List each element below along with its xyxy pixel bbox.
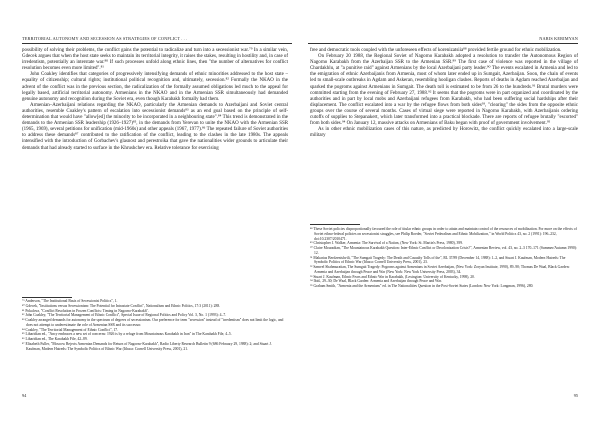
footnote-rule: [22, 297, 72, 298]
paragraph: Armenian–Azerbaijani relations regarding the NKAO, particularly the Armenian demands to Azerbaijani and Soviet central authorities, resemble Coakley's pattern of escalation into secessionist demands⁸³ as an end goal based on the principle of self-determination that would have "allow[ed] the minority to be incorporated in a neighbouring state".⁸⁴ This trend is demonstrated in the demands to the Armenian SSR leadership (1926–1927)⁸⁵, in the demands from Yerevan to unite the NKAO with the Armenian SSR (1965, 1969), several petitions for unification (mid-1960s) and other appeals (1967, 1977).⁸⁶ The repeated failure of Soviet authorities to address these demands⁸⁷ contributed to the ratification of the conflict, leading to the clashes in the late 1980s. The appeals intensified with the introduction of Gorbachev's glasnost and perestroika that gave the nationalities wider grounds to articulate their demands that had already started to surface in the Khrushchev era. Relative tolerance for exercising: [22, 102, 288, 151]
right-page: [300, 0, 600, 424]
paragraph: John Coakley identifies that categories of progressively intensifying demands of ethnic minorities addressed to the host state – equality of citizenship; cultural rights; institutional political recognition and, ultimately, secession.⁸² Formally the NKAO in the advent of the conflict was in the previous section, the radicalization of the formally assumed obligations led much to the appeal for legally based, artificial territorial autonomy. Armenians in the NKAO and in the Armenian SSR simultaneously had demanded genuine autonomy and recognition during the Soviet era, even though Karabakh formally had them.: [22, 72, 288, 102]
paragraph: As in other ethnic mobilization cases of this nature, as predicted by Horowitz, the conflict quickly escalated into a large-scale military: [310, 127, 578, 139]
body-text: [22, 48, 288, 152]
body-text: [310, 48, 578, 139]
page-number: 94: [22, 393, 27, 398]
running-head: NARIS KERIMYAN: [539, 36, 578, 41]
footnote: ⁸⁹ Christopher J. Walker, Armenia: The Survival of a Nation, (New York: St. Martin's Press, 1980), 399.: [310, 241, 464, 246]
footnote: ⁸⁷ Elizabeth Fuller, "Moscow Rejects Armenian Demands for Return of Nagorno-Karabakh", Radio Liberty Research Bulletin 9 (686 February 29, 1988): 2; and Stuart J. Kaufman, Modern Hatreds: The Symbolic Politics of Ethnic War (Ithaca: Cornell University Press, 2001), 21.: [22, 341, 272, 351]
footnote: ⁸⁰ Gdecek, "Institutions versus Secessionism: The Potential for Intrastate Conflict", Nationalism and Ethnic Politics, 17:3 (2011): 288.: [22, 303, 221, 308]
paragraph: possibility of solving their problems, the conflict gains the potential to radicalize and turn into a secessionist war.⁷⁹ In a similar vein, Gdecek argues that when the host state seeks to maintain its territorial integrity, it raises the stakes, resulting in hostility and, in case of irredentism, potentially an interstate war.⁸⁰ If such processes unfold along ethnic lines, then "the number of alternatives for conflict resolution becomes even more limited".⁸¹: [22, 48, 288, 72]
footnote: ⁹⁴ Ibid., 29–30; De Waal, Black Garden: Armenia and Azerbaijan through Peace and War.: [310, 279, 442, 284]
footnote: ⁸¹ Pokalova, "Conflict Resolution in Frozen Conflicts: Timing in Nagorno-Karabakh".: [22, 308, 149, 313]
footnote: ⁸⁸ These Soviet policies disproportionally favoured the role of titular ethnic groups in order to attain and maintain control of the resources of mobilization. For more on the effects of Soviet ethno-federal policies on secessionist struggles, see Philip Roeder, "Soviet Federalism and Ethnic Mobilization," in World Politics 43, no. 2 (1991): 196–232, doi:10.2307/2010471.: [310, 227, 577, 241]
footnote: ⁹⁵ Graham Smith, "Armenia and the Armenians" ed. in The Nationalities Question in the Post-Soviet States (London: New York: Longman, 1996), 280.: [310, 284, 534, 288]
footnote: ⁸⁴ Coakley, "The Territorial Management of Ethnic Conflict", 17.: [22, 327, 119, 332]
header-rule: [308, 43, 578, 44]
header-rule: [22, 43, 292, 44]
page-number: 95: [573, 393, 578, 398]
footnote: ⁹³ Stuart J. Kaufman, Ethnic Fears and Ethnic War in Karabakh, (Lexington: University of Kentucky, 1998), 20.: [310, 274, 475, 279]
footnotes: [22, 299, 286, 351]
paragraph: On February 20 1988, the Regional Soviet of Nagorno Karabakh adopted a resolution to transfer the Autonomous Region of Nagorno Karabakh from the Azerbaijan SSR to the Armenian SSR.⁸⁹ The first case of violence was reported in the village of Chardakhlu, at "a punitive raid" against Armenians by the local Azerbaijani party leader.⁹⁰ The events escalated in Armenia and led to the emigration of ethnic Azerbaijanis from Armenia, most of whom later ended up in Sumgait, Azerbaijan. Soon, the chain of events led to small-scale outbreaks in Agdam and Askeran, resembling hooligan clashes. Reports of deaths in Agdam reached Azerbaijan and sparked the pogroms against Armenians in Sumgait. The death toll is estimated to be from 26 to the hundreds.⁹¹ Brutal murders were committed starting from the evening of February 27, 1988.⁹² It seems that the pogroms were in part organized and coordinated by the authorities and in part by local mobs and Azerbaijani refugees from Karabakh, who had been suffering social hardships after their displacement. The conflict escalated into a war by the refugee flows from both sides⁹³, "clearing" the sides from the opposite ethnic groups over the course of several months. Cases of virtual siege were reported in Nagorno Karabakh, with Azerbaijanis ordering cutoffs of supplies to Stepanakert, which later transformed into a practical blockade. There are reports of refugee brutally "escorted" from both sides.⁹⁴ On January 12, massive attacks on Armenians of Baku began with proof of government involvement.⁹⁵: [310, 54, 578, 127]
footnotes: [310, 227, 578, 289]
footnote: ⁹⁰ Claire Mouradian, "The Mountainous Karabakh Question: Inter-Ethnic Conflict or Decolonization Crisis?", Armenian Review, vol. 43, no. 2–3 170–171 (Summer/Autumn 1990): 12.: [310, 246, 578, 255]
footnote-rule: [310, 224, 360, 225]
running-head: TERRITORIAL AUTONOMY AND SECESSION AS STRATEGIES OF CONFLICT . . .: [22, 36, 188, 41]
footnote: ⁸⁶ Libaridian ed., The Karabakh File, 42–89.: [22, 337, 88, 341]
paragraph: free and democratic tools coupled with the unforeseen effects of korenizatsiia⁸⁸ provided fertile ground for ethnic mobilization.: [310, 48, 562, 53]
footnote: ⁹¹ Makarius Berdzenishvili, "The Sumgait Tragedy: The Death and Casualty Tolls of the", RL 37/89 (December 14, 1988): 1–2, and Stuart J. Kaufman, Modern Hatreds: The Symbolic Politics of Ethnic War (Ithaca: Cornell University Press, 2001), 23.: [310, 255, 566, 265]
footnote: ⁹² Samvel Shahmuratian, The Sumgait Tragedy: Pogroms against Armenians in Soviet Azerbaijan, (New York: Zoryan Institute, 1990), 89–90; Thomas De Waal, Black Garden: Armenia and Azerbaijan through Peace and War (New York: New York University Press, 2003), 34.: [310, 265, 570, 274]
footnote: ⁸³ Coakley arranged demands for autonomy in the spectrum of degrees of secessionism. Our preference for term "secession" instead of "irredentism" does not limit the logic, and does not attempt to underestimate the role of Armenian SSR and its successor.: [22, 318, 284, 327]
footnote: ⁸⁵ Libaridian ed., "Ancy embraces a new set of concerns: 1926 is by a refuge from Mountainous Karabakh in Iran" in The Karabakh File, 4–5.: [22, 332, 232, 337]
footnote: ⁸² John Coakley, "The Territorial Management of Ethnic Conflict", Special Issue of Regional Politics and Policy Vol. 3, No. 1 (1993): 4–7.: [22, 313, 227, 318]
footnote: ⁷⁹ Anderson, "The Institutional Basis of Secessionist Politics", 1.: [22, 299, 118, 303]
